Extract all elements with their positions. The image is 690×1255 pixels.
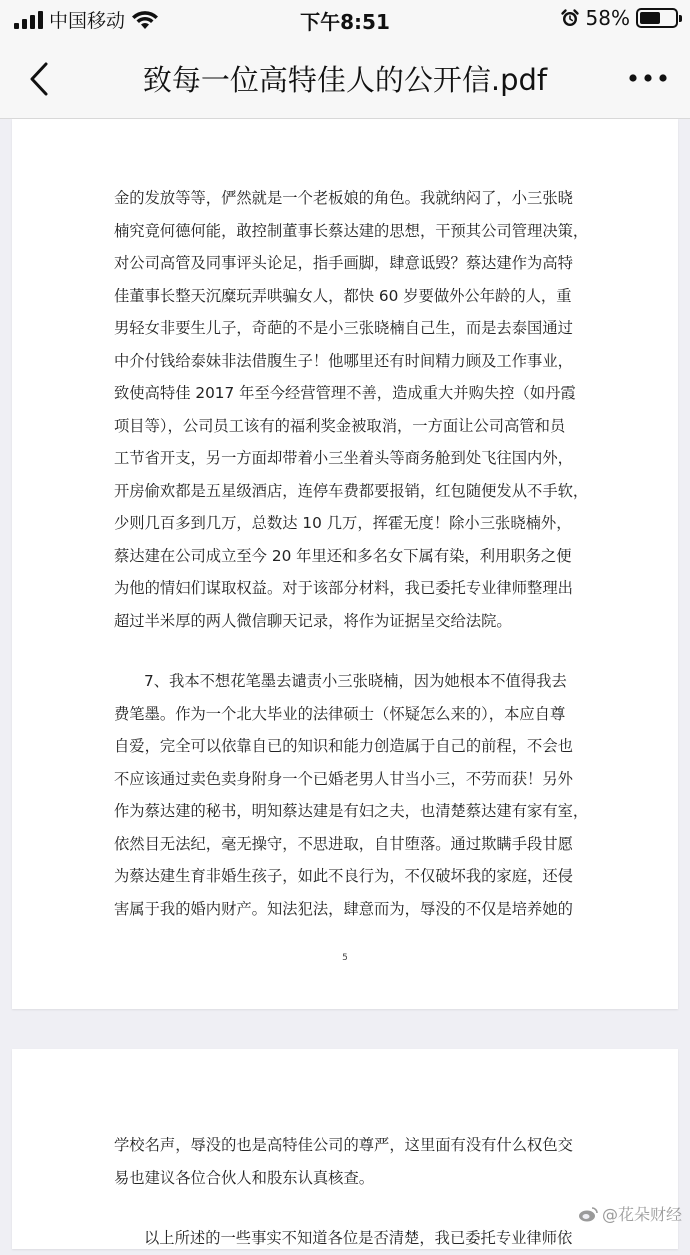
paragraph	[114, 1222, 582, 1255]
text-line: 项目等），公司员工该有的福利奖金被取消，一方面让公司高管和员	[114, 416, 566, 435]
page-text	[114, 1129, 582, 1255]
chevron-left-icon[interactable]	[24, 60, 56, 98]
text-line: 学校名声，辱没的也是高特佳公司的尊严，这里面有没有什么权色交	[114, 1136, 573, 1154]
status-bar	[0, 0, 690, 40]
text-line: 依然目无法纪，毫无操守，不思进取，自甘堕落。通过欺瞒手段甘愿	[114, 834, 573, 853]
text-line: 佳董事长整天沉糜玩弄哄骗女人，都快 60 岁要做外公年龄的人，重	[114, 286, 572, 305]
pdf-page	[12, 119, 678, 1009]
navigation-bar	[0, 40, 690, 119]
text-line: 少则几百多到几万，总数达 10 几万，挥霍无度！除小三张晓楠外，	[114, 514, 572, 532]
page-text	[114, 182, 589, 925]
battery-level	[640, 12, 660, 24]
text-line: 工节省开支，另一方面却带着小三坐着头等商务舱到处飞往国内外，	[114, 449, 573, 467]
watermark-text: @花朵财经	[601, 1205, 682, 1224]
paragraph	[114, 182, 589, 637]
text-line: 费笔墨。作为一个北大毕业的法律硕士（怀疑怎么来的），本应自尊	[114, 704, 566, 723]
text-line: 致使高特佳 2017 年至今经营管理不善，造成重大并购失控（如丹霞	[114, 384, 576, 402]
carrier-name: 中国移动	[49, 10, 126, 32]
watermark	[578, 1202, 682, 1225]
text-line: 中介付钱给泰妹非法借腹生子！他哪里还有时间精力顾及工作事业，	[114, 351, 573, 370]
text-line: 作为蔡达建的秘书，明知蔡达建是有妇之夫，也清楚蔡达建有家有室，	[114, 802, 589, 820]
weibo-logo-icon	[578, 1206, 598, 1222]
text-line: 害属于我的婚内财产。知法犯法，肆意而为，辱没的不仅是培养她的	[114, 899, 573, 918]
alarm-icon	[560, 8, 580, 28]
battery-percent: 58%	[585, 6, 630, 30]
text-line: 为蔡达建生育非婚生孩子，如此不良行为，不仅破坏我的家庭，还侵	[114, 867, 573, 885]
text-line: 蔡达建在公司成立至今 20 年里还和多名女下属有染，利用职务之便	[114, 546, 572, 565]
paragraph	[114, 665, 589, 925]
text-line: 男轻女非要生儿子，奇葩的不是小三张晓楠自己生，而是去泰国通过	[114, 319, 573, 337]
page-number: 5	[342, 953, 348, 963]
text-line: 不应该通过卖色卖身附身一个已婚老男人甘当小三，不劳而获！另外	[114, 769, 573, 788]
status-right	[560, 6, 678, 30]
text-line: 楠究竟何德何能，敢控制董事长蔡达建的思想，干预其公司管理决策，	[114, 221, 589, 240]
document-title: 致每一位高特佳人的公开信.pdf	[142, 63, 548, 97]
text-line: 金的发放等等，俨然就是一个老板娘的角色。我就纳闷了，小三张晓	[114, 189, 573, 207]
text-line: 自爱，完全可以依靠自已的知识和能力创造属于自己的前程，不会也	[114, 737, 573, 755]
battery-icon	[636, 8, 678, 28]
text-line: 为他的情妇们谋取权益。对于该部分材料，我已委托专业律师整理出	[114, 579, 573, 597]
text-line: 易也建议各位合伙人和股东认真核查。	[114, 1168, 375, 1187]
text-line: 7、我本不想花笔墨去谴责小三张晓楠，因为她根本不值得我去	[144, 672, 567, 690]
more-icon[interactable]	[626, 65, 670, 91]
text-line: 开房偷欢都是五星级酒店，连停车费都要报销，红包随便发从不手软，	[114, 481, 589, 500]
text-line: 以上所述的一些事实不知道各位是否清楚，我已委托专业律师依	[144, 1229, 573, 1247]
text-line: 超过半米厚的两人微信聊天记录，将作为证据呈交给法院。	[114, 611, 512, 630]
clock: 下午8:51	[300, 10, 390, 34]
pdf-viewer[interactable]	[0, 119, 690, 1247]
paragraph	[114, 1129, 582, 1194]
text-line: 对公司高管及同事评头论足，指手画脚，肆意诋毁？蔡达建作为高特	[114, 254, 573, 272]
